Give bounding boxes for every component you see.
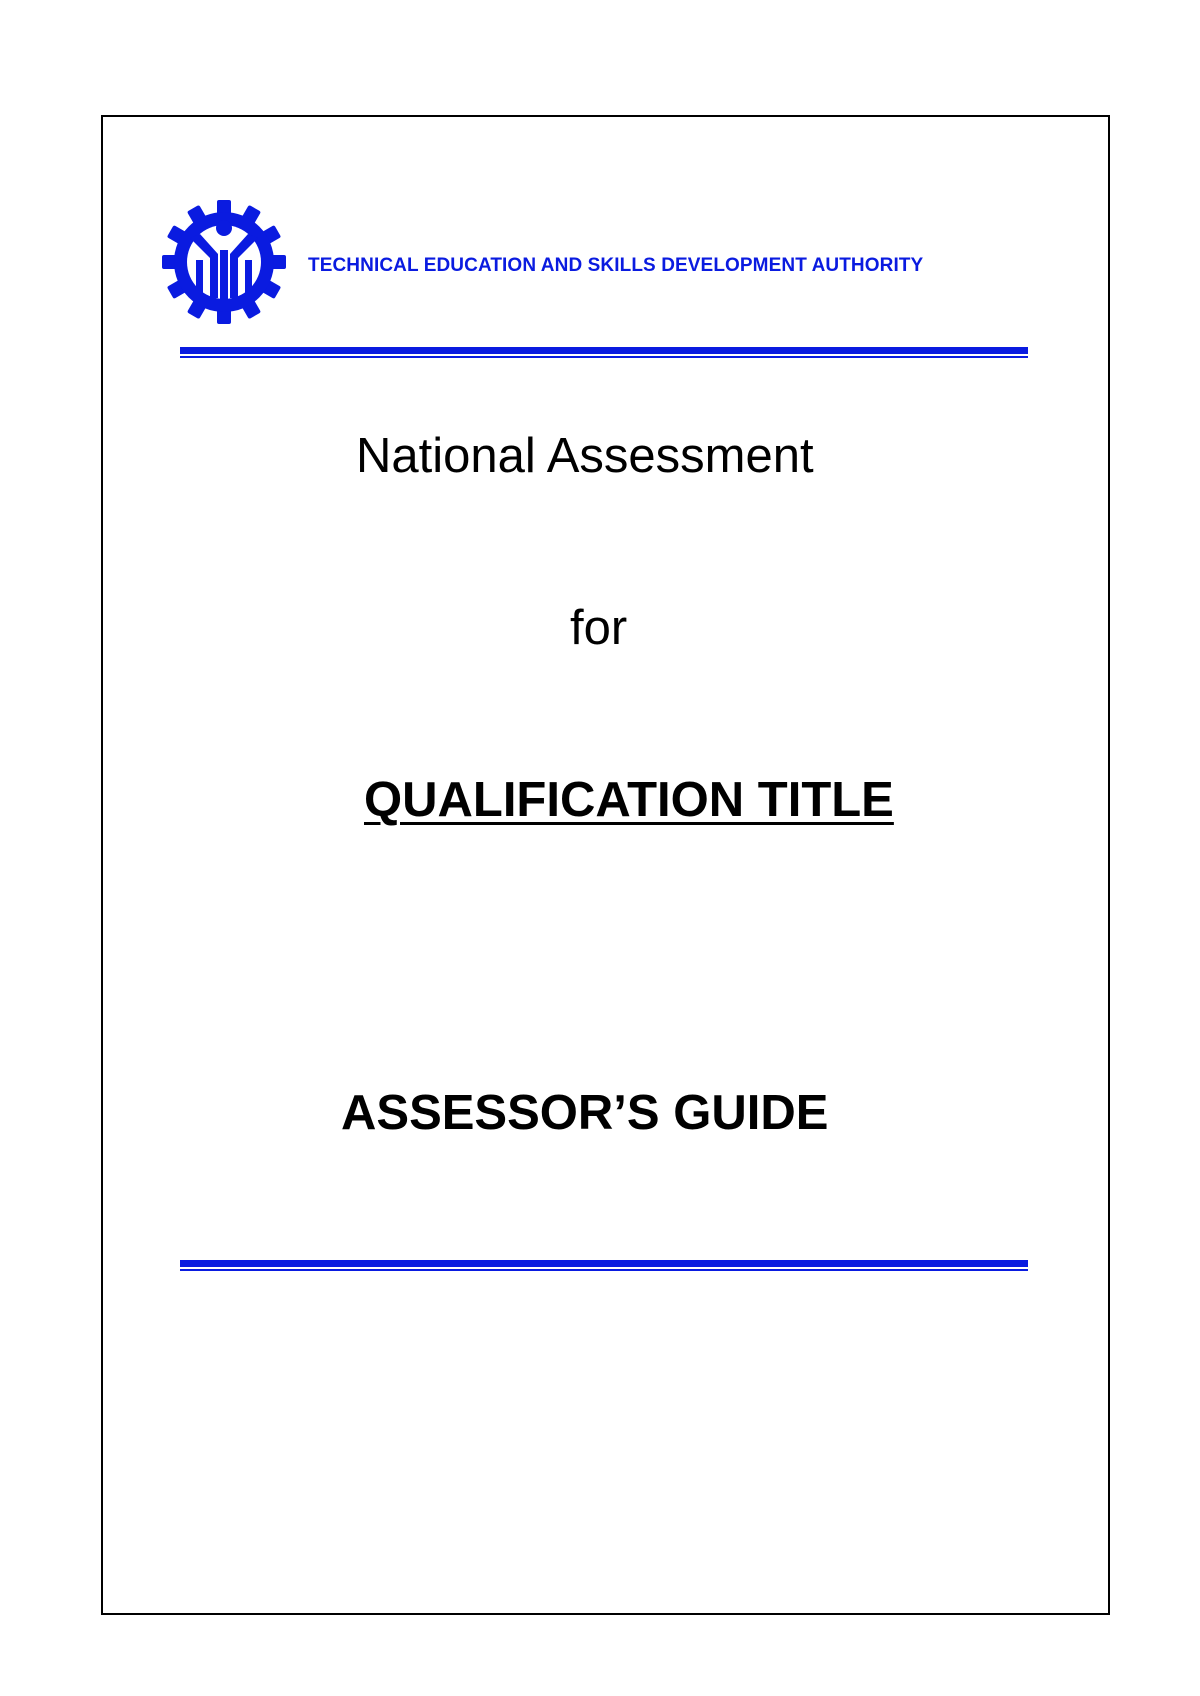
top-divider [180, 347, 1028, 358]
qualification-title: QUALIFICATION TITLE [364, 773, 894, 827]
tesda-gear-logo-icon [160, 198, 288, 326]
title-line-for: for [570, 601, 628, 655]
title-line-national-assessment: National Assessment [356, 429, 814, 483]
document-type-title: ASSESSOR’S GUIDE [341, 1086, 829, 1140]
bottom-divider [180, 1260, 1028, 1271]
agency-name: TECHNICAL EDUCATION AND SKILLS DEVELOPMENT AUTHORITY [308, 255, 924, 276]
page-border [101, 115, 1110, 1615]
